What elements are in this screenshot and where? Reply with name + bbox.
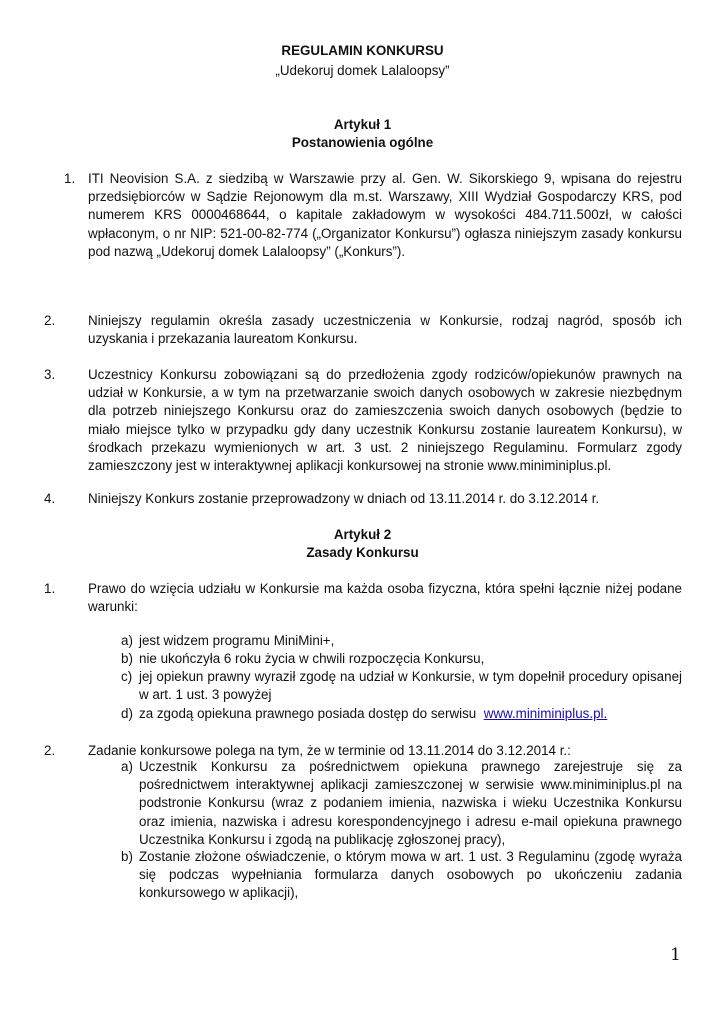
item-text xyxy=(139,705,682,723)
article-1-subheading: Postanowienia ogólne xyxy=(291,135,434,150)
art2-p2-item-b xyxy=(121,848,682,902)
art2-p1-item-a xyxy=(121,632,682,650)
art2-p1-text: Prawo do wzięcia udziału w Konkursie ma każda osoba fizyczna, która spełni łącznie niżej podane warunki: xyxy=(88,581,682,615)
page-number: 1 xyxy=(670,945,681,965)
art1-p3-number: 3. xyxy=(44,367,56,382)
art1-p1-text: ITI Neovision S.A. z siedzibą w Warszawie przy al. Gen. W. Sikorskiego 9, wpisana do rejestru przedsiębiorców w Sądzie Rejonowym dla m.st. Warszawy, XIII Wydział Gospodarczy KRS, pod numerem KRS 0000468644, o kapitale zakładowym w wysokości 484.711.500zł, w całości wpłaconym, o nr NIP: 521-00-82-774 („Organizator Konkursu”) ogłasza niniejszym zasady konkursu pod nazwą „Udekoruj domek Lalaloopsy” („Konkurs”). xyxy=(88,171,682,259)
art2-p1-number: 1. xyxy=(44,581,56,596)
article-1-heading: Artykuł 1 xyxy=(333,117,392,132)
art2-p2-text: Zadanie konkursowe polega na tym, że w terminie od 13.11.2014 do 3.12.2014 r.: xyxy=(88,743,571,758)
art1-p4-number: 4. xyxy=(44,491,56,506)
item-text: nie ukończyła 6 roku życia w chwili rozpoczęcia Konkursu, xyxy=(139,651,485,666)
item-label: a) xyxy=(121,759,133,774)
art2-p1-item-c xyxy=(121,668,682,704)
art1-p2-text: Niniejszy regulamin określa zasady uczestniczenia w Konkursie, rodzaj nagród, sposób ich uzyskania i przekazania laureatom Konkursu. xyxy=(88,313,682,347)
art1-p1-number: 1. xyxy=(64,171,76,186)
art2-p2-number: 2. xyxy=(44,743,56,758)
item-text: Zostanie złożone oświadczenie, o którym mowa w art. 1 ust. 3 Regulaminu (zgodę wyraża się podczas wypełniania formularza danych osobowych po ukończeniu zadania konkursowego w aplikacji), xyxy=(139,849,682,901)
item-label: b) xyxy=(121,849,133,864)
art1-p2-number: 2. xyxy=(44,313,56,328)
contest-name: „Udekoruj domek Lalaloopsy” xyxy=(275,63,450,78)
document-title: REGULAMIN KONKURSU xyxy=(281,43,444,58)
art1-p4-text: Niniejszy Konkurs zostanie przeprowadzony w dniach od 13.11.2014 r. do 3.12.2014 r. xyxy=(88,491,600,506)
item-label: b) xyxy=(121,651,133,666)
item-text: jest widzem programu MiniMini+, xyxy=(139,633,335,648)
article-2-heading: Artykuł 2 xyxy=(333,527,392,542)
art1-p3-text: Uczestnicy Konkursu zobowiązani są do przedłożenia zgody rodziców/opiekunów prawnych na udział w Konkursie, a w tym na przetwarzanie swoich danych osobowych w zakresie niezbędnym dla potrzeb niniejszego Konkursu oraz do zamieszczenia swoich danych osobowych (będzie to miało miejsce tylko w przypadku gdy dany uczestnik Konkursu zostanie laureatem Konkursu), w środkach przekazu wymienionych w art. 3 ust. 2 niniejszego Regulaminu. Formularz zgody zamieszczony jest w interaktywnej aplikacji konkursowej na stronie www.miniminiplus.pl. xyxy=(88,367,682,474)
item-text-body: za zgodą opiekuna prawnego posiada dostęp do serwisu xyxy=(139,706,477,721)
miniminiplus-link[interactable]: www.miniminiplus.pl. xyxy=(483,706,608,721)
article-2-subheading: Zasady Konkursu xyxy=(306,545,419,560)
item-label: a) xyxy=(121,633,133,648)
item-label: d) xyxy=(121,706,133,721)
item-text: jej opiekun prawny wyraził zgodę na udział w Konkursie, w tym dopełnił procedury opisanej w art. 1 ust. 3 powyżej xyxy=(139,669,682,703)
art2-p2-item-a xyxy=(121,758,682,848)
art2-p1-item-b xyxy=(121,650,682,668)
item-label: c) xyxy=(121,669,133,684)
art2-p1-item-d xyxy=(121,705,682,723)
item-text: Uczestnik Konkursu za pośrednictwem opiekuna prawnego zarejestruje się za pośrednictwem interaktywnej aplikacji zamieszczonej w serwisie www.miniminiplus.pl na podstronie Konkursu (wraz z podaniem imienia, nazwiska i wieku Uczestnika Konkursu oraz imienia, nazwiska i adresu korespondencyjnego i adresu e-mail opiekuna prawnego Uczestnika Konkursu i zgodą na publikację zgłoszonej pracy), xyxy=(139,759,682,847)
